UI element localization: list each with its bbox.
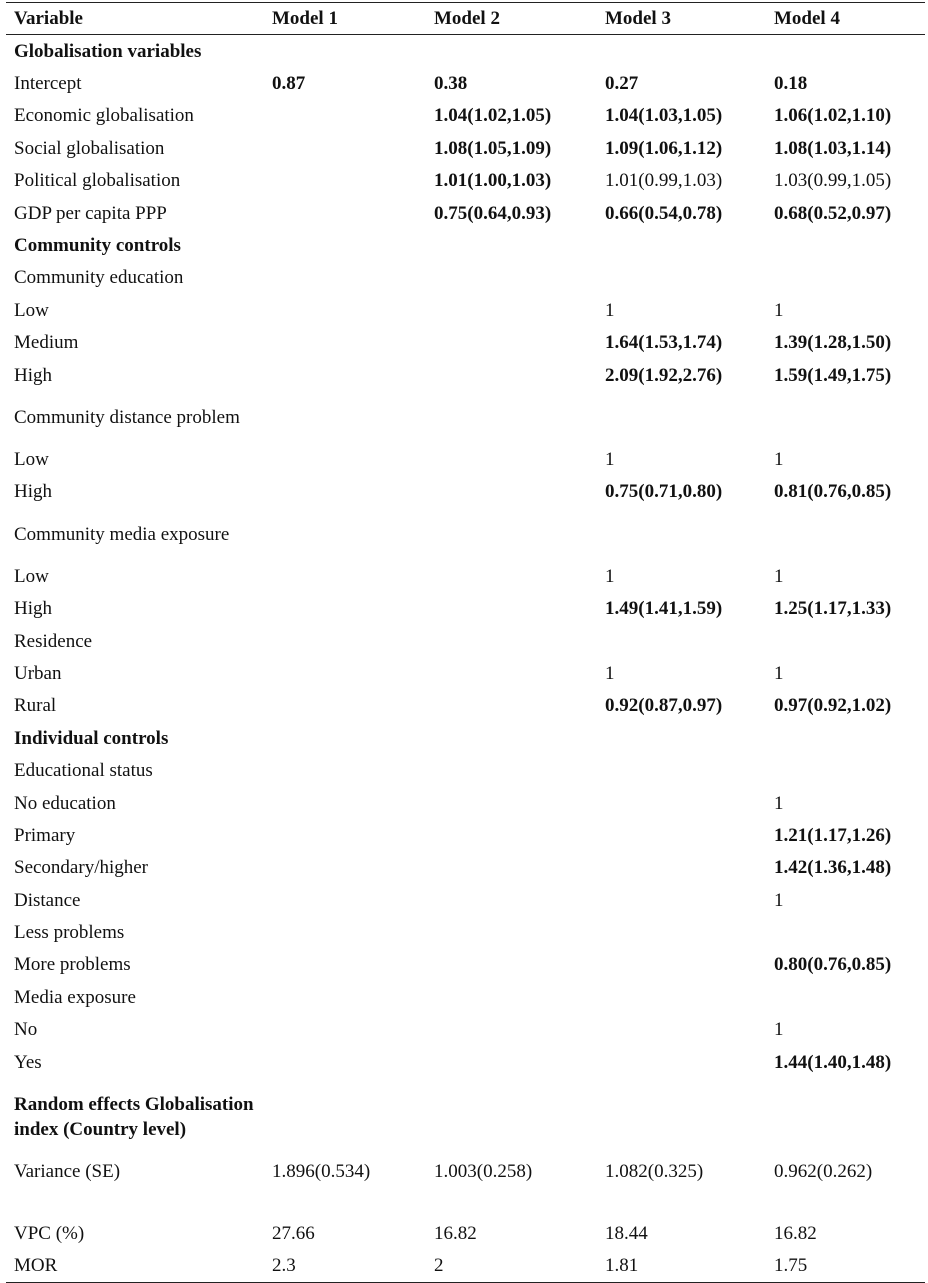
table-row [6,1046,925,1078]
table-row [6,916,925,948]
variable-cell: No education [14,792,116,814]
model-1-cell [264,1014,426,1046]
variable-cell: GDP per capita PPP [14,202,167,224]
model-3-cell [597,852,766,884]
model-2-cell [426,327,597,359]
model-1-cell [264,229,426,261]
model-4-cell [766,754,925,786]
variable-cell: VPC (%) [14,1223,85,1245]
model-1-cell [264,1046,426,1078]
model-4-cell [766,391,925,443]
model-3-cell [597,819,766,851]
model-4-cell: 16.82 [774,1223,817,1245]
variable-cell: High [14,481,52,503]
table-row [6,35,925,68]
table-row [6,625,925,657]
variable-cell: Urban [14,662,62,684]
model-1-cell [264,35,426,68]
model-3-cell: 1.64(1.53,1.74) [605,332,723,354]
model-1-cell [264,916,426,948]
model-1-cell [264,262,426,294]
model-2-cell [426,560,597,592]
variable-cell: Intercept [14,73,82,95]
model-4-cell [766,35,925,68]
model-3-cell: 1 [605,662,615,684]
model-2-cell [426,229,597,261]
model-3-cell [597,1014,766,1046]
model-4-cell: 0.68(0.52,0.97) [774,202,892,224]
model-3-cell [597,1046,766,1078]
model-4-cell: 1.44(1.40,1.48) [774,1051,892,1073]
model-3-cell [597,508,766,560]
model-2-cell [426,1014,597,1046]
table-row [6,884,925,916]
model-4-cell [766,1078,925,1155]
model-1-cell [264,132,426,164]
variable-cell: Low [14,448,49,470]
variable-cell: Low [14,299,49,321]
model-3-cell: 2.09(1.92,2.76) [605,364,723,386]
results-table [6,2,925,1283]
header-model-3: Model 3 [605,7,671,29]
model-1-cell [264,560,426,592]
model-3-cell [597,916,766,948]
header-variable: Variable [14,7,83,29]
model-3-cell: 1 [605,448,615,470]
variable-cell: Political globalisation [14,170,181,192]
model-3-cell [597,262,766,294]
model-4-cell: 1.21(1.17,1.26) [774,824,892,846]
model-3-cell [597,35,766,68]
variable-cell: More problems [14,954,131,976]
model-3-cell: 1.01(0.99,1.03) [605,170,723,192]
model-4-cell: 0.97(0.92,1.02) [774,695,892,717]
model-3-cell [597,949,766,981]
model-2-cell: 1.04(1.02,1.05) [434,105,552,127]
model-1-cell [264,165,426,197]
model-2-cell [426,359,597,391]
model-4-cell [766,229,925,261]
model-3-cell: 1.082(0.325) [605,1160,704,1182]
table-row [6,754,925,786]
model-1-cell: 27.66 [272,1223,315,1245]
model-2-cell [426,625,597,657]
variable-cell: Media exposure [14,986,136,1008]
model-4-cell: 0.80(0.76,0.85) [774,954,892,976]
model-2-cell: 1.003(0.258) [434,1160,533,1182]
model-2-cell [426,722,597,754]
model-2-cell [426,949,597,981]
model-3-cell: 1 [605,565,615,587]
model-1-cell [264,294,426,326]
model-2-cell [426,657,597,689]
model-1-cell [264,592,426,624]
variable-cell: Educational status [14,760,153,782]
model-1-cell [264,981,426,1013]
model-4-cell: 0.18 [774,73,808,95]
model-4-cell: 1.25(1.17,1.33) [774,598,892,620]
model-4-cell: 1 [774,792,784,814]
model-4-cell: 1 [774,662,784,684]
model-3-cell: 0.75(0.71,0.80) [605,481,723,503]
model-3-cell: 0.66(0.54,0.78) [605,202,723,224]
model-3-cell [597,754,766,786]
table-row [6,443,925,475]
model-2-cell [426,1078,597,1155]
model-3-cell: 0.27 [605,73,639,95]
variable-cell: Yes [14,1051,42,1073]
variable-cell: Medium [14,332,79,354]
variable-cell: No [14,1019,38,1041]
model-2-cell: 1.01(1.00,1.03) [434,170,552,192]
model-4-cell: 1 [774,889,784,911]
model-3-cell [597,787,766,819]
model-2-cell [426,819,597,851]
variable-cell: Random effects Globalisation index (Country level) [14,1093,254,1140]
table-row [6,690,925,722]
model-4-cell: 0.81(0.76,0.85) [774,481,892,503]
table-row [6,1078,925,1155]
table-row [6,981,925,1013]
table-row [6,1217,925,1249]
table-row [6,165,925,197]
model-3-cell: 1.04(1.03,1.05) [605,105,723,127]
table-header [6,3,925,35]
model-2-cell [426,592,597,624]
variable-cell: Primary [14,824,76,846]
model-3-cell [597,1078,766,1155]
table-row [6,67,925,99]
model-2-cell [426,690,597,722]
model-1-cell [264,476,426,508]
model-4-cell: 1.75 [774,1255,808,1277]
model-1-cell: 0.87 [272,73,306,95]
table-row [6,294,925,326]
variable-cell: MOR [14,1255,58,1277]
variable-cell: Individual controls [14,727,169,749]
model-3-cell: 18.44 [605,1223,648,1245]
model-1-cell [264,443,426,475]
model-3-cell: 1.09(1.06,1.12) [605,137,723,159]
model-4-cell: 1.06(1.02,1.10) [774,105,892,127]
model-4-cell: 1.03(0.99,1.05) [774,170,892,192]
model-2-cell: 0.75(0.64,0.93) [434,202,552,224]
model-2-cell [426,443,597,475]
header-model-4: Model 4 [774,7,840,29]
model-3-cell: 0.92(0.87,0.97) [605,695,723,717]
model-1-cell: 1.896(0.534) [272,1160,371,1182]
variable-cell: Social globalisation [14,137,165,159]
model-1-cell [264,722,426,754]
model-4-cell [766,916,925,948]
variable-cell: Community education [14,267,184,289]
model-1-cell [264,884,426,916]
model-4-cell: 0.962(0.262) [774,1160,873,1182]
table-row [6,949,925,981]
model-1-cell [264,1078,426,1155]
model-3-cell [597,229,766,261]
variable-cell: Rural [14,695,57,717]
table-row [6,359,925,391]
table-row [6,592,925,624]
model-2-cell [426,1046,597,1078]
variable-cell: Community distance problem [14,406,240,428]
table-row [6,327,925,359]
variable-cell: Distance [14,889,81,911]
model-4-cell: 1.59(1.49,1.75) [774,364,892,386]
header-model-2: Model 2 [434,7,500,29]
table-row [6,1014,925,1046]
variable-cell: Residence [14,630,93,652]
model-4-cell: 1.39(1.28,1.50) [774,332,892,354]
model-1-cell [264,508,426,560]
model-2-cell: 1.08(1.05,1.09) [434,137,552,159]
model-4-cell [766,625,925,657]
model-1-cell [264,359,426,391]
model-3-cell: 1.81 [605,1255,639,1277]
model-4-cell [766,981,925,1013]
model-1-cell [264,197,426,229]
model-4-cell: 1 [774,1019,784,1041]
model-3-cell [597,391,766,443]
model-4-cell [766,262,925,294]
model-2-cell: 0.38 [434,73,468,95]
model-2-cell [426,884,597,916]
variable-cell: High [14,364,52,386]
table-row [6,100,925,132]
model-2-cell [426,916,597,948]
model-4-cell: 1.42(1.36,1.48) [774,857,892,879]
model-3-cell [597,981,766,1013]
variable-cell: Variance (SE) [14,1160,121,1182]
table-row [6,391,925,443]
model-3-cell [597,625,766,657]
variable-cell: High [14,598,52,620]
model-2-cell [426,262,597,294]
model-1-cell [264,787,426,819]
model-4-cell [766,508,925,560]
model-1-cell [264,852,426,884]
model-1-cell [264,391,426,443]
model-3-cell [597,722,766,754]
model-3-cell: 1 [605,299,615,321]
model-2-cell [426,508,597,560]
variable-cell: Community media exposure [14,523,230,545]
header-row [6,3,925,35]
model-2-cell [426,294,597,326]
header-model-1: Model 1 [272,7,338,29]
model-2-cell [426,852,597,884]
model-4-cell: 1.08(1.03,1.14) [774,137,892,159]
table-row [6,197,925,229]
table-row [6,1155,925,1217]
table-row [6,722,925,754]
model-1-cell: 2.3 [272,1255,296,1277]
table-row [6,508,925,560]
model-4-cell: 1 [774,565,784,587]
table-row [6,852,925,884]
model-2-cell [426,476,597,508]
model-4-cell: 1 [774,448,784,470]
model-1-cell [264,327,426,359]
table-row [6,657,925,689]
model-1-cell [264,949,426,981]
model-2-cell [426,35,597,68]
table-row [6,132,925,164]
model-1-cell [264,690,426,722]
variable-cell: Low [14,565,49,587]
model-1-cell [264,819,426,851]
table-row [6,262,925,294]
model-2-cell: 16.82 [434,1223,477,1245]
model-2-cell [426,754,597,786]
model-1-cell [264,657,426,689]
table-row [6,1250,925,1283]
table-body [6,35,925,1283]
model-2-cell [426,787,597,819]
variable-cell: Community controls [14,235,181,257]
model-2-cell [426,981,597,1013]
table-row [6,229,925,261]
variable-cell: Economic globalisation [14,105,194,127]
variable-cell: Globalisation variables [14,40,202,62]
model-1-cell [264,100,426,132]
model-1-cell [264,754,426,786]
model-2-cell [426,391,597,443]
variable-cell: Less problems [14,922,125,944]
model-3-cell: 1.49(1.41,1.59) [605,598,723,620]
table-row [6,787,925,819]
model-1-cell [264,625,426,657]
model-2-cell: 2 [434,1255,444,1277]
model-4-cell: 1 [774,299,784,321]
model-3-cell [597,884,766,916]
model-4-cell [766,722,925,754]
table-row [6,476,925,508]
variable-cell: Secondary/higher [14,857,149,879]
table-row [6,819,925,851]
table-row [6,560,925,592]
